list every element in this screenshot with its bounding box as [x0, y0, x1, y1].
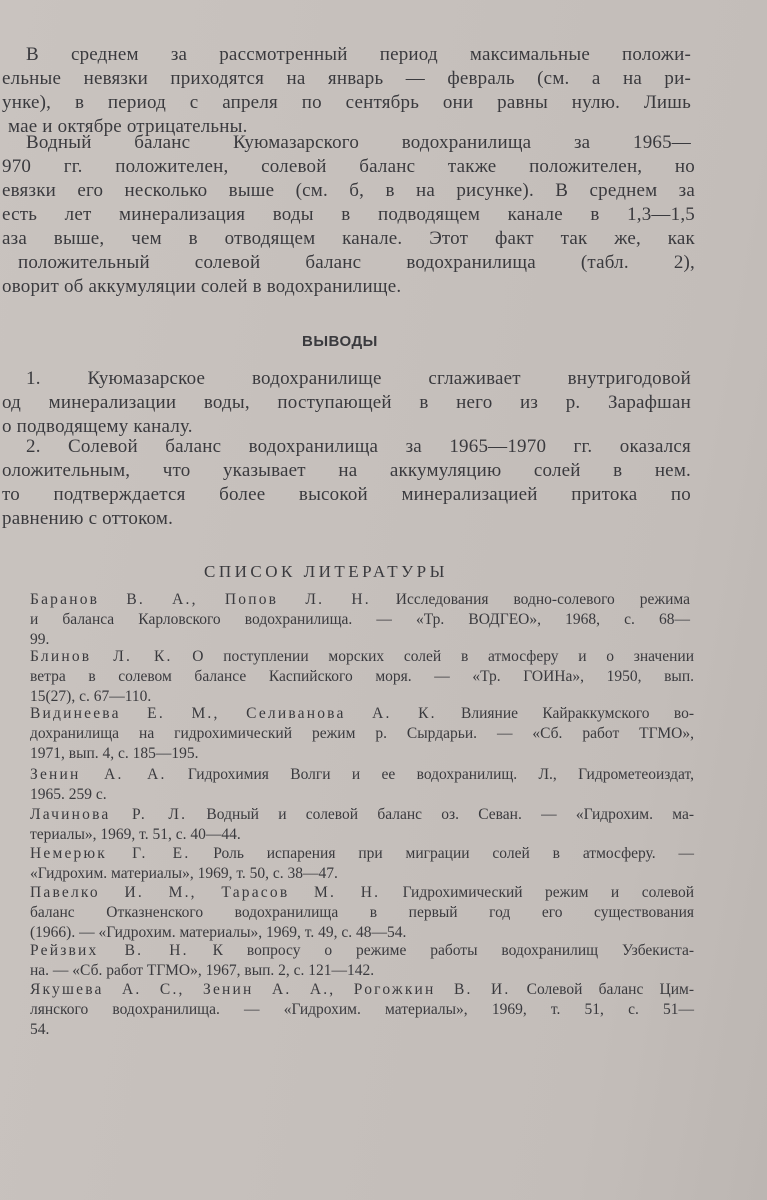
text-line: евязки его несколько выше (см. б, в на рисунке). В среднем за [2, 180, 695, 201]
text-line: положительный солевой баланс водохранилища (табл. 2), [18, 252, 695, 273]
text-line: ельные невязки приходятся на январь — февраль (см. а на ри- [2, 68, 691, 89]
reference-line: Баранов В. А., Попов Л. Н. Исследования водно-солевого режима [30, 591, 690, 608]
reference-line: Видинеева Е. М., Селиванова А. К. Влияние Кайраккумского во- [30, 705, 694, 722]
reference-author: Баранов В. А., Попов Л. Н. [30, 591, 371, 608]
text-line: унке), в период с апреля по сентябрь они равны нулю. Лишь [2, 92, 691, 113]
reference-author: Немерюк Г. Е. [30, 845, 191, 862]
text-line: од минерализации воды, поступающей в него из р. Зарафшан [2, 392, 691, 413]
text-line: то подтверждается более высокой минерализацией притока по [2, 484, 691, 505]
reference-author: Лачинова Р. Л. [30, 806, 188, 823]
text-line: равнению с оттоком. [2, 508, 174, 529]
text-line: оложительным, что указывает на аккумуляцию солей в нем. [2, 460, 691, 481]
text-line: 1. Куюмазарское водохранилище сглаживает внутригодовой [26, 368, 691, 389]
reference-line: и баланса Карловского водохранилища. — «Тр. ВОДГЕО», 1968, с. 68— [30, 611, 690, 628]
reference-line: Зенин А. А. Гидрохимия Волги и ее водохранилищ. Л., Гидрометеоиздат, [30, 766, 694, 783]
reference-line: Блинов Л. К. О поступлении морских солей в атмосферу и о значении [30, 648, 694, 665]
text-line: аза выше, чем в отводящем канале. Этот факт так же, как [2, 228, 695, 249]
reference-line: лянского водохранилища. — «Гидрохим. материалы», 1969, т. 51, с. 51— [30, 1001, 694, 1018]
text-line: оворит об аккумуляции солей в водохранилище. [2, 276, 402, 297]
reference-line: Рейзвих В. Н. К вопросу о режиме работы водохранилищ Узбекиста- [30, 942, 694, 959]
reference-line: 15(27), с. 67—110. [30, 688, 152, 705]
text-line: о подводящему каналу. [2, 416, 193, 437]
reference-author: Рейзвих В. Н. [30, 942, 189, 959]
conclusions-heading: ВЫВОДЫ [302, 333, 378, 350]
reference-author: Якушева А. С., Зенин А. А., Рогожкин В. И. [30, 981, 511, 998]
reference-line: 54. [30, 1021, 50, 1038]
reference-line: дохранилища на гидрохимический режим р. Сырдарьи. — «Сб. работ ТГМО», [30, 725, 694, 742]
text-line: 2. Солевой баланс водохранилища за 1965—1970 гг. оказался [26, 436, 691, 457]
reference-line: 1971, вып. 4, с. 185—195. [30, 745, 199, 762]
text-line: мае и октябре отрицательны. [8, 116, 248, 137]
reference-line: Лачинова Р. Л. Водный и солевой баланс оз. Севан. — «Гидрохим. ма- [30, 806, 694, 823]
reference-line: «Гидрохим. материалы», 1969, т. 50, с. 38—47. [30, 865, 338, 882]
reference-line: териалы», 1969, т. 51, с. 40—44. [30, 826, 241, 843]
reference-author: Блинов Л. К. [30, 648, 173, 665]
text-line: есть лет минерализация воды в подводящем канале в 1,3—1,5 [2, 204, 695, 225]
reference-author: Павелко И. М., Тарасов М. Н. [30, 884, 381, 901]
reference-line: 99. [30, 631, 50, 648]
references-heading: СПИСОК ЛИТЕРАТУРЫ [204, 562, 448, 581]
reference-line: (1966). — «Гидрохим. материалы», 1969, т. 49, с. 48—54. [30, 924, 407, 941]
reference-line: на. — «Сб. работ ТГМО», 1967, вып. 2, с. 121—142. [30, 962, 375, 979]
text-line: В среднем за рассмотренный период максимальные положи- [26, 44, 691, 65]
reference-author: Зенин А. А. [30, 766, 167, 783]
text-line: Водный баланс Куюмазарского водохранилища за 1965— [26, 132, 691, 153]
reference-line: баланс Отказненского водохранилища в первый год его существования [30, 904, 694, 921]
reference-line: Якушева А. С., Зенин А. А., Рогожкин В. И. Солевой баланс Цим- [30, 981, 694, 998]
text-line: 970 гг. положителен, солевой баланс также положителен, но [2, 156, 695, 177]
reference-line: Немерюк Г. Е. Роль испарения при миграции солей в атмосферу. — [30, 845, 695, 862]
reference-line: 1965. 259 с. [30, 786, 107, 803]
reference-author: Видинеева Е. М., Селиванова А. К. [30, 705, 437, 722]
reference-line: Павелко И. М., Тарасов М. Н. Гидрохимический режим и солевой [30, 884, 694, 901]
reference-line: ветра в солевом балансе Каспийского моря. — «Тр. ГОИНа», 1950, вып. [30, 668, 694, 685]
